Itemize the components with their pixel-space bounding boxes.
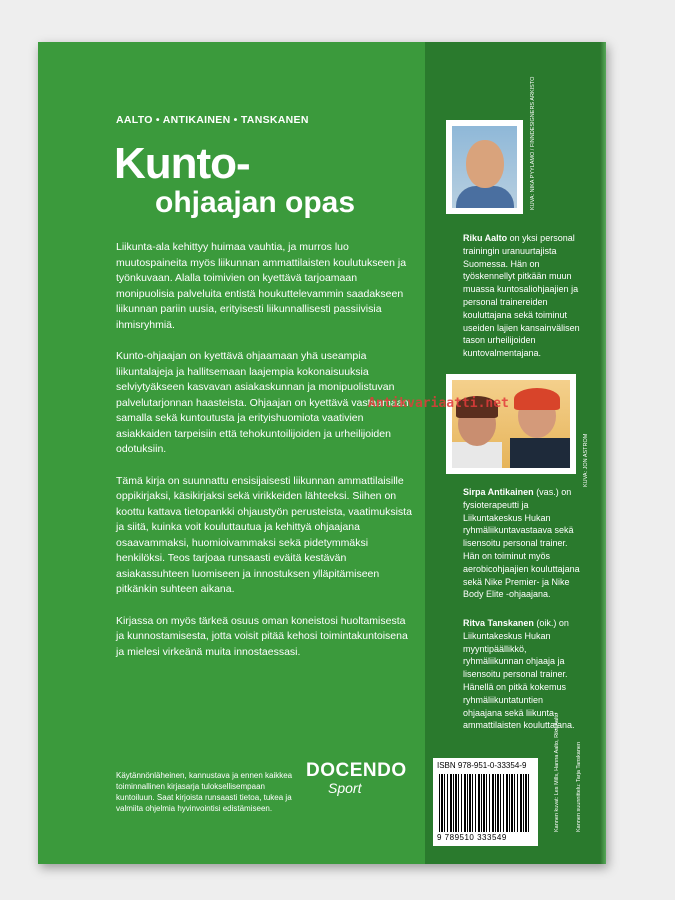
description-text <box>116 240 416 676</box>
bio-aalto <box>463 232 583 360</box>
isbn-label: ISBN 978-951-0-33354-9 <box>437 761 527 770</box>
bio-aalto-text: on yksi personal trainingin uranuurtajista Suomessa. Hän on työskennellyt pitkään muun muassa kuntosaliohjaajien ja personal trainereiden kouluttajana sekä toiminut useiden lajien kansainvälisen tason urheilijoiden kuntovalmentajana. <box>463 233 580 359</box>
barcode-box <box>433 758 538 846</box>
barcode-icon <box>439 774 531 832</box>
cover-design-credit: Kannen suunnittelu: Tarja Tanskanen <box>576 741 582 832</box>
cover-photo-credit: Kannen kuvat: Les Mills, Hanna Aalto, Riku Aalto <box>554 713 560 832</box>
barcode-number: 9 789510 333549 <box>437 833 507 842</box>
hair-right <box>514 388 560 410</box>
paragraph-1: Liikunta-ala kehittyy huimaa vauhtia, ja murros luo muutospaineita myös liikunnan ammattilaisten koulutukseen ja työnkuvaan. Alalla toimivien on kyettävä tarjoamaan monipuolisia palveluita entistä houkuttelevammin saadakseen liikunnan pariin uusia, erityisesti liikunnallisesti passiivisia ihmisryhmiä. <box>116 241 407 331</box>
watermark-text: Antikvariaatti.net <box>368 396 509 411</box>
logo-sport: Sport <box>328 780 362 796</box>
face-shape <box>466 140 504 188</box>
author-photo-antikainen-tanskanen <box>446 374 576 474</box>
paragraph-3: Tämä kirja on suunnattu ensisijaisesti liikunnan ammattilaisille oppikirjaksi, käsikirjaksi sekä virikkeiden lähteeksi. Siihen on koottu kattava tietopankki ohjaustyön perusteista, vaatimuksista ja siitä, kuinka voit kouluttautua ja kehittyä ohjaajana osaavammaksi, huomioivammaksi sekä pidetymmäksi henkilöksi. Teos tarjoaa runsaasti eväitä kestävän asiakassuhteen luomiseen ja innostuksen ylläpitämiseen pitkänkin suhteen aikana. <box>116 474 412 595</box>
logo-docendo: DOCENDO <box>306 760 407 781</box>
paragraph-4: Kirjassa on myös tärkeä osuus oman koneistosi huoltamisesta ja kunnostamisesta, jotta voisit pitää kehosi toimintakuntoisena ja mielesi virkeänä muita innostaessasi. <box>116 614 408 658</box>
title-line-2: ohjaajan opas <box>155 186 356 219</box>
author-photo-aalto <box>446 120 523 214</box>
publisher-logo <box>306 760 407 796</box>
series-tagline: Käytännönläheinen, kannustava ja ennen kaikkea toiminnallinen kirjasarja tuloksellisempaan kuntoiluun. Saat kirjoista runsaasti tietoa, tukea ja valmiita ohjelmia hyvinvointisi edistämiseen. <box>116 771 293 813</box>
bio-antikainen-name: Sirpa Antikainen <box>463 487 534 497</box>
title-line-1: Kunto- <box>114 139 250 188</box>
bio-antikainen <box>463 486 583 601</box>
paragraph-2: Kunto-ohjaajan on kyettävä ohjaamaan yhä useampia liikuntalajeja ja hallitsemaan laajempia kokonaisuuksia selviytyäkseen kasvavan asiakaskunnan ja monipuolistuvan palvelutarjonnan haasteista. Ohjaajan on kyettävä vastaamaan samalla sekä kuntoutusta ja erityishuomiota vaativien asiakkaiden tarpeisiin että tehokuntoilijoiden ja urheilijoiden odotuksiin. <box>116 350 409 455</box>
bio-antikainen-text: (vas.) on fysioterapeutti ja Liikuntakeskus Hukan ryhmäliikuntavastaava sekä lisensoitu personal trainer. Hän on toiminut myös aerobicohjaajien kouluttajana sekä Nike Premier- ja Nike Body Elite -ohjaajana. <box>463 487 580 600</box>
bio-tanskanen <box>463 617 583 732</box>
bio-aalto-name: Riku Aalto <box>463 233 508 243</box>
spine-edge <box>600 42 606 864</box>
photo-credit-2: KUVA: JON ASTROM <box>583 433 589 487</box>
authors-line: AALTO • ANTIKAINEN • TANSKANEN <box>116 114 309 126</box>
bio-tanskanen-text: (oik.) on Liikuntakeskus Hukan myyntipäällikkö, ryhmäliikunnan ohjaaja ja lisensoitu personal trainer. Hänellä on pitkä kokemus ryhmäliikuntatuntien ohjaajana sekä liikunta-ammattilaisten kouluttajana. <box>463 618 575 731</box>
book-back-cover <box>38 42 606 864</box>
shirt-shape <box>456 186 514 208</box>
photo-credit-1: KUVA: NIKA PYYLAMO / FINNDESIGNERS ARKISTO <box>530 76 536 210</box>
bio-tanskanen-name: Ritva Tanskanen <box>463 618 534 628</box>
